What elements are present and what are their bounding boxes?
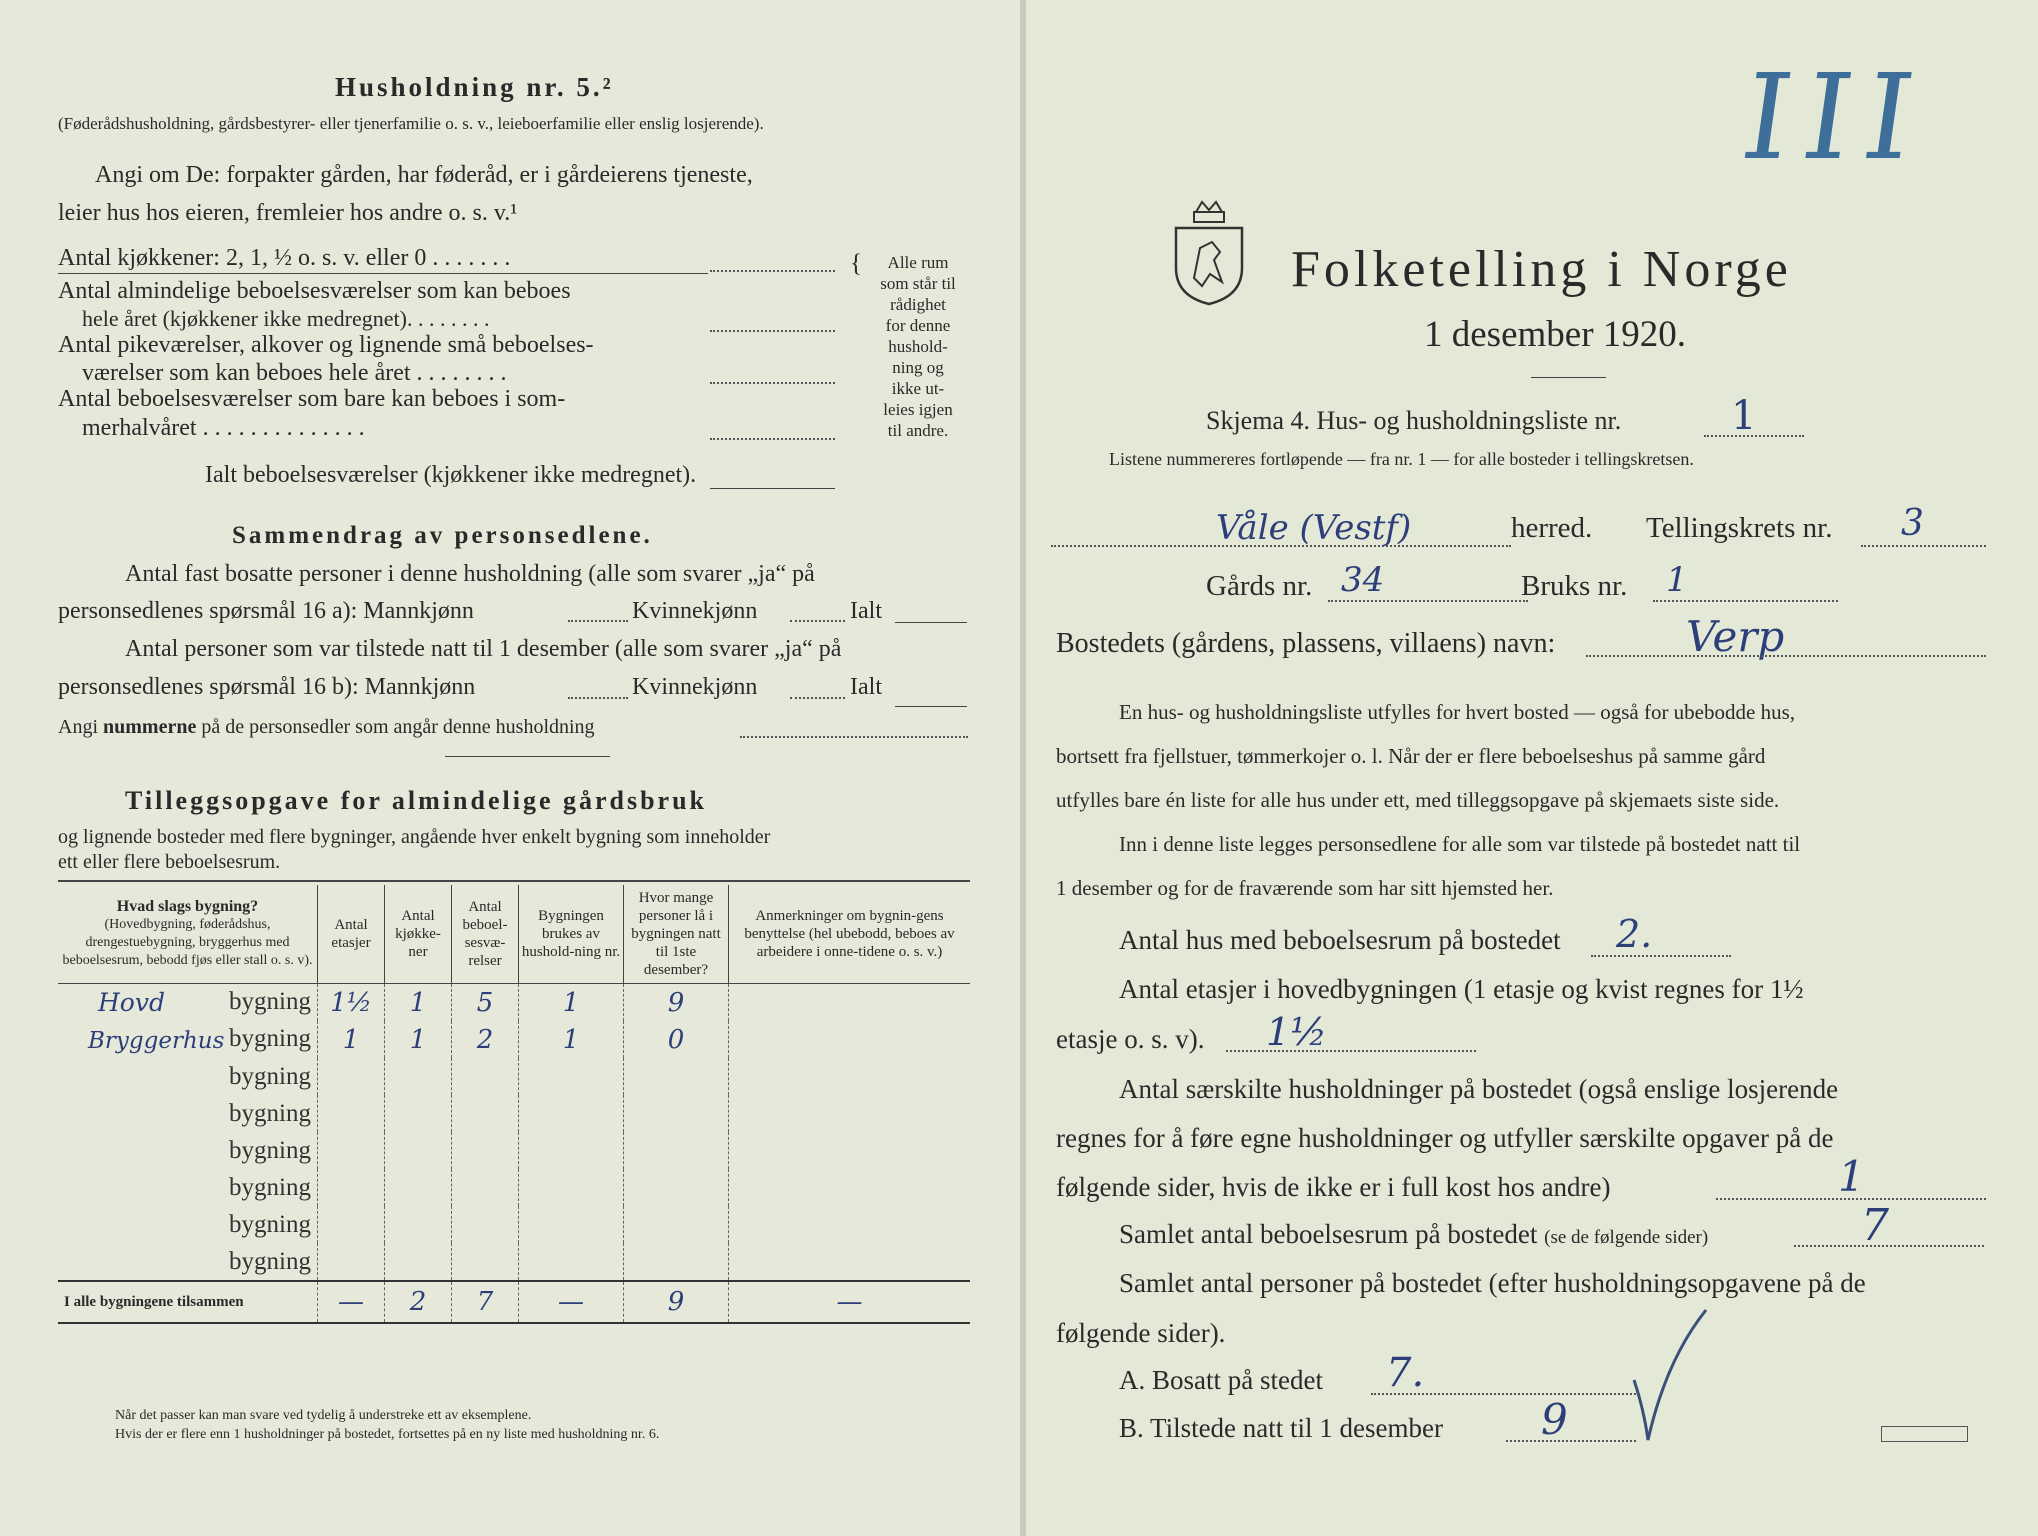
total-rooms-label: Ialt beboelsesværelser (kjøkkener ikke medregnet). — [205, 462, 697, 488]
rooms-1a: Antal almindelige beboelsesværelser som kan beboes — [58, 278, 571, 304]
floors-value: 1½ — [1266, 1010, 1328, 1054]
supplement-sub-1: og lignende bosteder med flere bygninger, angående hver enkelt bygning som inneholder — [58, 826, 771, 848]
persons-question-2: følgende sider). — [1056, 1318, 1226, 1348]
building-name-cell: bygning — [229, 1247, 311, 1275]
table-row — [58, 984, 970, 1022]
rooms-2a: Antal pikeværelser, alkover og lignende små beboelses- — [58, 332, 594, 358]
census-date: 1 desember 1920. — [1424, 314, 1687, 355]
rooms-1b: hele året (kjøkkener ikke medregnet). . . . . . . . — [82, 306, 490, 331]
herred-value: Våle (Vestf) — [1216, 508, 1412, 548]
check-mark-icon — [1626, 1300, 1716, 1450]
summary-p1b-male: personsedlenes spørsmål 16 a): Mannkjønn — [58, 598, 474, 624]
header-rooms: Antal beboel-sesvæ-relser — [452, 885, 519, 984]
schema-number: 1 — [1731, 393, 1757, 439]
households-question-3: følgende sider, hvis de ikke er i full kost hos andre) — [1056, 1172, 1611, 1202]
total-rooms-field — [710, 488, 835, 489]
herred-label: herred. — [1511, 512, 1593, 544]
total-floors: — — [318, 1281, 385, 1323]
instruction-4: Inn i denne liste legges personsedlene for alle som var tilstede på bostedet natt til — [1119, 832, 1801, 856]
male-field-2 — [568, 697, 628, 699]
building-name-cell: bygning — [229, 1210, 311, 1238]
footnote-2: Hvis der er flere enn 1 husholdninger på bostedet, fortsettes på en ny liste med husholdning nr. 6. — [115, 1427, 660, 1442]
herred-field — [1051, 545, 1511, 547]
building-name-cell: bygning — [229, 1099, 311, 1127]
household-title: Husholdning nr. 5.² — [335, 72, 614, 102]
remarks-cell — [729, 984, 971, 1022]
building-name-cell: bygning — [229, 1136, 311, 1164]
supplement-sub-2: ett eller flere beboelsesrum. — [58, 851, 281, 873]
kitchens-cell: 1 — [385, 1021, 452, 1058]
gard-field — [1328, 600, 1528, 602]
summary-p1a: Antal fast bosatte personer i denne husholdning (alle som svarer „ja“ på — [125, 561, 815, 587]
krets-label: Tellingskrets nr. — [1646, 512, 1833, 544]
remarks-cell — [729, 1021, 971, 1058]
floors-question-1: Antal etasjer i hovedbygningen (1 etasje og kvist regnes for 1½ — [1119, 974, 1804, 1004]
krets-field — [1861, 545, 1986, 547]
rooms-value: 7 — [1861, 1200, 1889, 1251]
persons-question-1: Samlet antal personer på bostedet (efter husholdningsopgavene på de — [1119, 1268, 1866, 1298]
summary-title: Sammendrag av personsedlene. — [232, 522, 653, 549]
table-row — [58, 1206, 970, 1243]
floors-cell: 1½ — [318, 984, 385, 1022]
bruk-field — [1653, 600, 1838, 602]
table-row — [58, 1132, 970, 1169]
table-row — [58, 1095, 970, 1132]
rooms-2-field — [710, 382, 835, 384]
summary-p2b-female: Kvinnekjønn — [632, 674, 758, 700]
resident-field — [1371, 1393, 1636, 1395]
numbering-note: Listene nummereres fortløpende — fra nr. 1 — for alle bosteder i tellingskretsen. — [1109, 449, 1694, 469]
houses-value: 2. — [1616, 912, 1653, 956]
bruk-value: 1 — [1666, 560, 1688, 600]
rooms-3b: merhalvåret . . . . . . . . . . . . . . — [82, 415, 365, 441]
header-remarks: Anmerkninger om bygnin-gens benyttelse (hel ubebodd, beboes av arbeidere i onne-tidene o. s. v.) — [729, 885, 971, 984]
table-row — [58, 1169, 970, 1206]
buildings-table — [58, 885, 970, 1324]
header-persons: Hvor mange personer lå i bygningen natt til 1ste desember? — [624, 885, 729, 984]
summary-p1b-total: Ialt — [850, 598, 882, 624]
resident-label: A. Bosatt på stedet — [1119, 1365, 1323, 1395]
total-remarks: — — [729, 1281, 971, 1323]
printer-stamp — [1881, 1426, 1968, 1442]
numbers-field — [740, 736, 968, 738]
instruction-5: 1 desember og for de fraværende som har sitt hjemsted her. — [1056, 876, 1554, 900]
side-note: Alle rum som står til rådighet for denne hushold- ning og ikke ut- leies igjen til andre. — [880, 253, 956, 440]
rooms-cell: 2 — [452, 1021, 519, 1058]
female-field-1 — [790, 620, 845, 622]
floors-field — [1226, 1050, 1476, 1052]
building-name-cell: Bryggerhus bygning — [88, 1024, 311, 1054]
floors-question-2: etasje o. s. v). — [1056, 1024, 1205, 1054]
supplement-title: Tilleggsopgave for almindelige gårdsbruk — [125, 786, 708, 815]
rooms-2b: værelser som kan beboes hele året . . . . . . . . — [82, 360, 507, 386]
household-note: (Føderådshusholdning, gårdsbestyrer- eller tjenerfamilie o. s. v., leieboerfamilie eller enslig losjerende). — [58, 114, 764, 133]
bosted-field — [1586, 655, 1986, 657]
header-household: Bygningen brukes av hushold-ning nr. — [519, 885, 624, 984]
households-field — [1716, 1198, 1986, 1200]
households-question-1: Antal særskilte husholdninger på bostedet (også enslige losjerende — [1119, 1074, 1839, 1104]
table-row — [58, 1021, 970, 1058]
margin-mark: III — [1734, 48, 1936, 186]
present-label: B. Tilstede natt til 1 desember — [1119, 1413, 1443, 1443]
summary-p2b-male: personsedlenes spørsmål 16 b): Mannkjønn — [58, 674, 476, 700]
rooms-question: Samlet antal beboelsesrum på bostedet (se de følgende sider) — [1119, 1219, 1709, 1249]
summary-p1b-female: Kvinnekjønn — [632, 598, 758, 624]
total-kitchens: 2 — [385, 1281, 452, 1323]
resident-value: 7. — [1386, 1350, 1425, 1396]
persons-cell: 9 — [624, 984, 729, 1022]
header-floors: Antal etasjer — [318, 885, 385, 984]
total-persons: 9 — [624, 1281, 729, 1323]
rooms-3a: Antal beboelsesværelser som bare kan beboes i som- — [58, 386, 566, 412]
section-divider — [445, 756, 610, 757]
summary-p2a: Antal personer som var tilstede natt til 1 desember (alle som svarer „ja“ på — [125, 636, 842, 662]
total-rooms: 7 — [452, 1281, 519, 1323]
rooms-3-field — [710, 438, 835, 440]
bosted-label: Bostedets (gårdens, plassens, villaens) navn: — [1056, 628, 1556, 659]
persons-cell: 0 — [624, 1021, 729, 1058]
houses-field — [1591, 955, 1731, 957]
numbers-line: Angi nummerne på de personsedler som angår denne husholdning — [58, 716, 595, 738]
household-cell: 1 — [519, 984, 624, 1022]
coat-of-arms-icon — [1166, 198, 1252, 308]
footnote-1: Når det passer kan man svare ved tydelig å understreke ett av eksemplene. — [115, 1408, 532, 1423]
kitchens-cell: 1 — [385, 984, 452, 1022]
households-question-2: regnes for å føre egne husholdninger og utfyller særskilte opgaver på de — [1056, 1123, 1834, 1153]
instruction-2: bortsett fra fjellstuer, tømmerkojer o. l. Når der er flere beboelseshus på samme gård — [1056, 744, 1766, 768]
households-value: 1 — [1838, 1152, 1865, 1201]
present-value: 9 — [1541, 1395, 1568, 1444]
header-type: Hvad slags bygning? (Hovedbygning, føderådshus, drengestuebygning, bryggerhus med beboelsesrum, bebodd fjøs eller stall o. s. v). — [58, 885, 318, 984]
present-field — [1506, 1440, 1636, 1442]
instruction-1: En hus- og husholdningsliste utfylles for hvert bosted — også for ubebodde hus, — [1119, 700, 1795, 724]
schema-number-field — [1704, 435, 1804, 437]
table-total-row — [58, 1281, 970, 1323]
table-top-rule — [58, 880, 970, 882]
rooms-field — [1794, 1245, 1984, 1247]
right-page — [1026, 0, 2038, 1536]
female-field-2 — [790, 697, 845, 699]
title-rule — [1531, 377, 1606, 378]
total-label: I alle bygningene tilsammen — [58, 1281, 318, 1323]
kitchens-field — [710, 270, 835, 272]
building-name-cell: bygning — [229, 1062, 311, 1090]
instruction-3: utfylles bare én liste for alle hus under ett, med tilleggsopgave på skjemaets siste side. — [1056, 788, 1780, 812]
gard-label: Gårds nr. — [1206, 570, 1313, 602]
household-ask-2: leier hus hos eieren, fremleier hos andre o. s. v.¹ — [58, 200, 518, 226]
krets-value: 3 — [1901, 503, 1924, 544]
summary-p2b-total: Ialt — [850, 674, 882, 700]
table-header-row — [58, 885, 970, 984]
brace-icon: { — [850, 250, 862, 277]
rooms-1-field — [710, 330, 835, 332]
census-title: Folketelling i Norge — [1291, 241, 1792, 298]
bosted-value: Verp — [1686, 612, 1785, 661]
household-cell: 1 — [519, 1021, 624, 1058]
bruk-label: Bruks nr. — [1521, 570, 1628, 602]
schema-label: Skjema 4. Hus- og husholdningsliste nr. — [1206, 406, 1622, 435]
gard-value: 34 — [1341, 560, 1385, 600]
building-name-cell: bygning — [229, 1173, 311, 1201]
header-kitchens: Antal kjøkke-ner — [385, 885, 452, 984]
kitchens-label: Antal kjøkkener: 2, 1, ½ o. s. v. eller 0 . . . . . . . — [58, 245, 511, 271]
total-field-1 — [895, 622, 967, 623]
male-field-1 — [568, 620, 628, 622]
rooms-cell: 5 — [452, 984, 519, 1022]
houses-question: Antal hus med beboelsesrum på bostedet — [1119, 925, 1561, 955]
divider — [58, 273, 708, 274]
building-name-cell: Hovd bygning — [98, 987, 311, 1017]
table-row — [58, 1058, 970, 1095]
floors-cell: 1 — [318, 1021, 385, 1058]
table-row — [58, 1243, 970, 1281]
total-field-2 — [895, 706, 967, 707]
total-household: — — [519, 1281, 624, 1323]
household-ask-1: Angi om De: forpakter gården, har føderåd, er i gårdeierens tjeneste, — [95, 162, 753, 188]
